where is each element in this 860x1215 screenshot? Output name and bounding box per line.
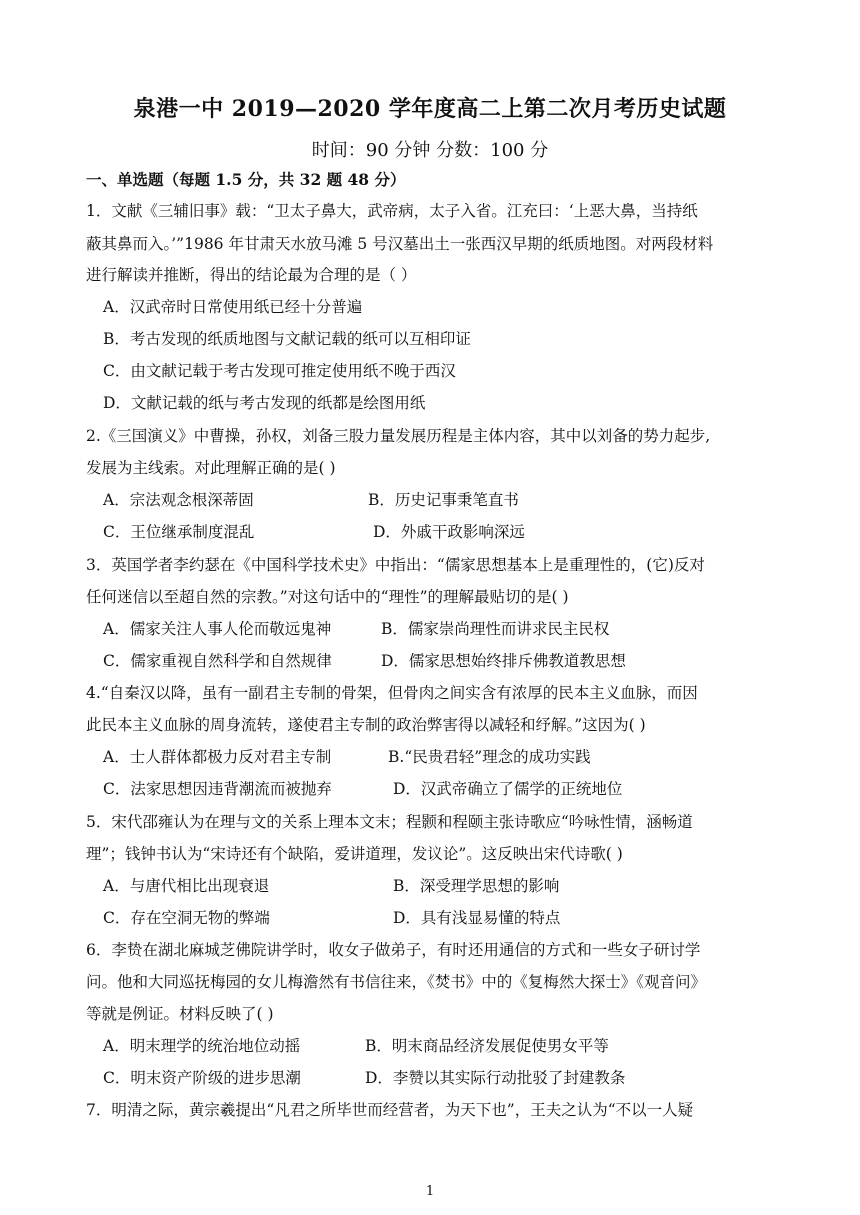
question-1-line-1: 1．文献《三辅旧事》载：“卫太子鼻大，武帝病，太子入省。江充曰：‘上恶大鼻，当持纸 — [86, 202, 698, 220]
exam-title: 泉港一中 2019—2020 学年度高二上第二次月考历史试题 — [133, 96, 727, 122]
question-4-option-a: A．士人群体都极力反对君主专制 — [103, 748, 332, 766]
question-4-line-1: 4.“自秦汉以降，虽有一副君主专制的骨架，但骨肉之间实含有浓厚的民本主义血脉，而因 — [86, 684, 698, 702]
question-1-option-a: A．汉武帝时日常使用纸已经十分普遍 — [103, 298, 363, 316]
question-3-option-b: B．儒家崇尚理性而讲求民主民权 — [381, 620, 610, 638]
question-6-option-a: A．明末理学的统治地位动摇 — [103, 1037, 301, 1055]
question-6-line-1: 6．李贽在湖北麻城芝佛院讲学时，收女子做弟子，有时还用通信的方式和一些女子研讨学 — [86, 941, 701, 959]
question-4-option-d: D．汉武帝确立了儒学的正统地位 — [393, 780, 623, 798]
question-1-line-3: 进行解读并推断，得出的结论最为合理的是（ ） — [86, 266, 417, 284]
exam-time-score: 时间：90 分钟 分数：100 分 — [311, 140, 549, 161]
question-2-line-2: 发展为主线索。对此理解正确的是( ) — [86, 459, 336, 477]
question-5-option-a: A．与唐代相比出现衰退 — [103, 877, 270, 895]
question-5-line-1: 5．宋代邵雍认为在理与文的关系上理本文末；程颢和程颐主张诗歌应“吟咏性情，涵畅道 — [86, 813, 693, 831]
question-2-line-1: 2.《三国演义》中曹操，孙权，刘备三股力量发展历程是主体内容，其中以刘备的势力起步, — [86, 427, 711, 445]
question-2-option-c: C．王位继承制度混乱 — [103, 523, 255, 541]
question-2-option-b: B．历史记事秉笔直书 — [368, 491, 519, 509]
question-5-option-c: C．存在空洞无物的弊端 — [103, 909, 270, 927]
section-heading: 一、单选题（每题 1.5 分，共 32 题 48 分） — [86, 170, 406, 189]
question-1-line-2: 蔽其鼻而入。’”1986 年甘肃天水放马滩 5 号汉墓出土一张西汉早期的纸质地图。对两段材料 — [86, 235, 714, 253]
question-4-option-c: C．法家思想因违背潮流而被抛弃 — [103, 780, 332, 798]
question-4-line-2: 此民本主义血脉的周身流转，遂使君主专制的政治弊害得以减轻和纾解。”这因为( ) — [86, 716, 646, 734]
question-5-option-d: D．具有浅显易懂的特点 — [393, 909, 561, 927]
question-1-option-b: B．考古发现的纸质地图与文献记载的纸可以互相印证 — [103, 330, 471, 348]
question-3-option-d: D．儒家思想始终排斥佛教道教思想 — [381, 652, 626, 670]
question-3-option-a: A．儒家关注人事人伦而敬远鬼神 — [103, 620, 332, 638]
question-6-option-c: C．明末资产阶级的进步思潮 — [103, 1069, 301, 1087]
question-2-option-a: A．宗法观念根深蒂固 — [103, 491, 254, 509]
question-1-option-d: D．文献记载的纸与考古发现的纸都是绘图用纸 — [103, 394, 426, 412]
question-5-option-b: B．深受理学思想的影响 — [393, 877, 560, 895]
question-7-line-1: 7．明清之际，黄宗羲提出“凡君之所毕世而经营者，为天下也”，王夫之认为“不以一人疑 — [86, 1101, 694, 1119]
question-4-option-b: B.“民贵君轻”理念的成功实践 — [388, 748, 591, 766]
question-6-line-3: 等就是例证。材料反映了( ) — [86, 1005, 274, 1023]
question-1-option-c: C．由文献记载于考古发现可推定使用纸不晚于西汉 — [103, 362, 456, 380]
question-3-option-c: C．儒家重视自然科学和自然规律 — [103, 652, 332, 670]
question-3-line-2: 任何迷信以至超自然的宗教。”对这句话中的“理性”的理解最贴切的是( ) — [86, 588, 569, 606]
question-6-option-b: B．明末商品经济发展促使男女平等 — [365, 1037, 609, 1055]
question-3-line-1: 3．英国学者李约瑟在《中国科学技术史》中指出：“儒家思想基本上是重理性的，(它)反对 — [86, 556, 705, 574]
question-2-option-d: D．外戚干政影响深远 — [373, 523, 525, 541]
question-5-line-2: 理”；钱钟书认为“宋诗还有个缺陷，爱讲道理，发议论”。这反映出宋代诗歌( ) — [86, 845, 623, 863]
page-number: 1 — [425, 1184, 435, 1199]
question-6-line-2: 问。他和大同巡抚梅园的女儿梅澹然有书信往来，《焚书》中的《复梅然大探士》《观音问》 — [86, 973, 707, 991]
question-6-option-d: D．李赞以其实际行动批驳了封建教条 — [365, 1069, 626, 1087]
